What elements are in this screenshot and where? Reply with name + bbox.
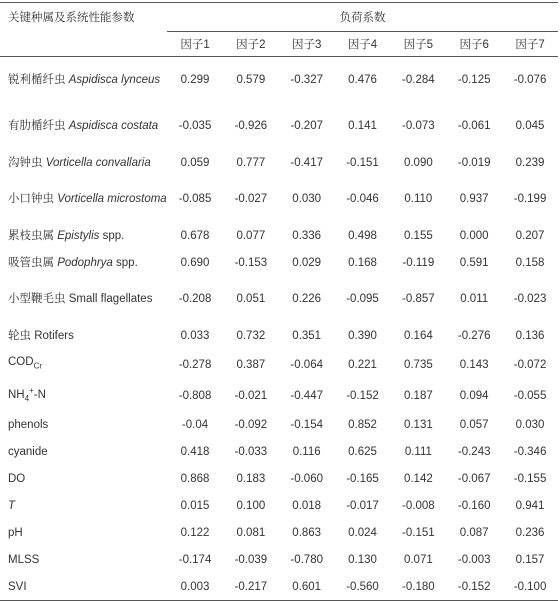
loading-value: -0.125 [457,74,491,86]
loading-value: 0.351 [292,329,322,342]
loading-value: -0.447 [290,389,323,402]
parameter-name [0,249,167,276]
parameter-subscript: Cr [33,361,43,371]
loading-value: -0.180 [390,573,446,601]
loading-value: -0.019 [457,156,491,169]
loading-value: -0.199 [513,193,547,205]
table-row [0,349,558,380]
parameter-suffix: -N [33,389,46,402]
loading-value: 0.024 [348,526,377,539]
parameter-label: T [8,499,16,512]
loading-value: 0.678 [180,229,210,242]
species-chinese-name: 有肋楯纤虫 [8,120,66,132]
parameter-name [0,380,167,411]
parameter-label: NH [8,389,25,402]
loading-value: 0.030 [292,193,322,205]
loading-value: 0.591 [459,256,489,269]
loading-value: -0.119 [402,256,435,269]
loading-value: 0.136 [515,329,545,342]
table-row [0,411,558,438]
parameter-label: pH [8,526,23,539]
species-scientific-name: Aspidisca lynceus [68,74,161,86]
loading-value: -0.021 [234,389,268,402]
loading-value: -0.046 [346,193,379,205]
table-row [0,57,558,104]
loading-value: -0.160 [457,499,491,512]
loading-value: 0.143 [459,358,489,371]
loading-value: -0.208 [178,293,212,305]
loading-value: -0.174 [178,553,212,566]
species-chinese-name: 锐利楯纤虫 [8,74,66,86]
loading-value: 0.852 [348,418,377,431]
loading-value: -0.780 [290,553,323,566]
species-english-name: Rotifers [34,329,74,342]
parameter-name [0,276,167,322]
parameter-label: COD [8,356,34,369]
loading-value: 0.863 [292,526,322,539]
loading-value: 0.045 [515,120,545,132]
parameter-label: DO [8,472,26,485]
table-row [0,519,558,546]
table-title: 关键种属及系统性能参数 [0,3,167,57]
parameter-name [0,465,167,492]
factor-header: 因子3 [279,32,335,57]
loading-value: -0.417 [290,156,323,169]
loading-value: -0.100 [502,573,558,601]
table-row [0,249,558,276]
loading-value: -0.153 [234,256,268,269]
loading-value: 0.142 [403,472,433,485]
loading-value: 0.498 [348,229,377,242]
parameter-name [0,322,167,349]
loading-value: 0.051 [236,293,266,305]
parameter-label: cyanide [8,445,48,458]
species-suffix: spp. [116,256,138,269]
loading-value: 0.207 [515,229,545,242]
loading-value: -0.067 [457,472,491,485]
loading-value: 0.187 [403,389,433,402]
loading-value: 0.100 [236,499,266,512]
loading-value: 0.131 [403,418,433,431]
loading-value: -0.276 [457,329,491,342]
loading-value: -0.155 [513,472,547,485]
loading-value: 0.168 [348,256,377,269]
loading-value: 0.029 [292,256,322,269]
loading-value: 0.579 [236,74,266,86]
species-english-name: Small flagellates [68,293,153,305]
table-row [0,465,558,492]
loading-value: 0.625 [348,445,377,458]
loading-value: 0.130 [348,553,377,566]
loading-value: 0.087 [459,526,489,539]
factor-header: 因子7 [502,32,558,57]
loading-value: -0.217 [223,573,279,601]
species-scientific-name: Epistylis [57,229,100,242]
parameter-name [0,349,167,380]
loading-value: 0.336 [292,229,322,242]
species-scientific-name: Podophrya [57,256,113,269]
species-suffix: spp. [102,229,125,242]
loading-value: 0.000 [459,229,489,242]
table-row [0,103,558,149]
loading-value: -0.327 [290,74,323,86]
loading-value: 0.155 [403,229,433,242]
loading-value: 0.777 [236,156,266,169]
loading-value: -0.003 [457,553,491,566]
species-chinese-name: 小型鞭毛虫 [8,293,66,305]
loading-value: 0.071 [403,553,433,566]
factor-header: 因子5 [390,32,446,57]
loading-value: -0.072 [513,358,547,371]
loading-value: -0.857 [402,293,435,305]
parameter-name [0,573,167,601]
loading-value: -0.278 [178,358,212,371]
parameter-name [0,103,167,149]
loading-value: 0.116 [292,445,321,458]
loading-value: 0.183 [236,472,266,485]
table-row [0,176,558,222]
species-scientific-name: Vorticella microstoma [57,193,167,205]
loading-value: 0.236 [515,526,545,539]
loading-value: 0.239 [515,156,545,169]
parameter-name [0,149,167,176]
factor-header: 因子2 [223,32,279,57]
species-chinese-name: 沟钟虫 [8,156,43,169]
loading-value: 0.226 [292,293,322,305]
table-row [0,149,558,176]
loading-value: -0.151 [346,156,379,169]
species-scientific-name: Vorticella convallaria [45,156,151,169]
loading-value: -0.008 [402,499,435,512]
table-row [0,546,558,573]
loading-value: 0.937 [459,193,489,205]
parameter-label: MLSS [8,553,40,566]
parameter-name [0,519,167,546]
table-row [0,438,558,465]
species-scientific-name: Aspidisca costata [68,120,159,132]
loading-value: 0.735 [403,358,433,371]
loading-value: 0.418 [180,445,210,458]
loading-value: -0.560 [335,573,391,601]
loading-value: -0.926 [234,120,268,132]
loading-value: -0.023 [513,293,547,305]
loading-value: 0.158 [515,256,545,269]
loading-value: -0.04 [181,418,209,431]
loading-value: -0.808 [178,389,212,402]
parameter-name [0,57,167,104]
loading-value: -0.073 [402,120,435,132]
loading-value: -0.095 [346,293,379,305]
loading-value: 0.015 [180,499,210,512]
loading-value: 0.090 [403,156,433,169]
loading-value: 0.011 [460,293,489,305]
loading-value: -0.027 [234,193,268,205]
loading-value: 0.077 [236,229,266,242]
loading-value: -0.076 [513,74,547,86]
loading-value: -0.033 [234,445,268,458]
loading-value: 0.221 [348,358,377,371]
table-row [0,492,558,519]
loading-value: 0.033 [180,329,210,342]
parameter-label: SVI [8,580,27,593]
loading-value: 0.110 [404,193,433,205]
loading-value: -0.035 [178,120,212,132]
loading-value: -0.092 [234,418,268,431]
loading-value: 0.122 [180,526,210,539]
loading-value: 0.094 [459,389,489,402]
table-row [0,573,558,601]
table-row [0,222,558,249]
loading-value: -0.085 [178,193,212,205]
loading-value: 0.868 [180,472,210,485]
loading-value: -0.346 [513,445,547,458]
parameter-name [0,438,167,465]
loading-value: -0.152 [346,389,379,402]
table-row [0,276,558,322]
loading-coefficient-table [0,2,558,601]
loading-value: -0.055 [513,389,547,402]
loading-value: -0.243 [457,445,491,458]
loading-value: -0.064 [290,358,323,371]
table-row [0,322,558,349]
loading-value: 0.164 [403,329,433,342]
loading-value: -0.061 [457,120,491,132]
parameter-name [0,411,167,438]
loading-value: 0.111 [404,445,432,458]
loading-coefficient-header: 负荷系数 [167,3,558,32]
factor-header: 因子6 [446,32,502,57]
loading-value: -0.284 [402,74,435,86]
parameter-superscript: + [29,386,34,396]
loading-value: 0.690 [180,256,210,269]
species-chinese-name: 小口钟虫 [8,193,54,205]
loading-value: -0.151 [402,526,435,539]
table-row [0,380,558,411]
loading-value: 0.141 [348,120,377,132]
parameter-label: phenols [8,418,49,431]
loading-value: 0.601 [279,573,335,601]
loading-value: 0.059 [180,156,210,169]
loading-value: -0.154 [290,418,323,431]
loading-value: 0.299 [180,74,210,86]
parameter-name [0,492,167,519]
loading-value: 0.157 [515,553,545,566]
species-chinese-name: 累枝虫属 [8,229,54,242]
loading-value: 0.387 [236,358,266,371]
loading-value: -0.060 [290,472,323,485]
loading-value: -0.039 [234,553,268,566]
parameter-subscript: 4 [24,394,30,404]
species-chinese-name: 吸管虫属 [8,256,54,269]
loading-value: 0.081 [236,526,266,539]
loading-value: 0.057 [459,418,489,431]
loading-value: -0.207 [290,120,323,132]
loading-value: 0.941 [515,499,545,512]
loading-value: -0.017 [346,499,379,512]
loading-value: 0.003 [167,573,223,601]
factor-header: 因子1 [167,32,223,57]
loading-value: -0.165 [346,472,379,485]
parameter-name [0,546,167,573]
loading-value: 0.732 [236,329,266,342]
factor-header: 因子4 [335,32,391,57]
species-chinese-name: 轮虫 [8,329,31,342]
parameter-name [0,222,167,249]
loading-value: 0.030 [515,418,545,431]
loading-value: 0.476 [348,74,377,86]
parameter-name [0,176,167,222]
loading-value: 0.390 [348,329,377,342]
loading-value: -0.152 [446,573,502,601]
loading-value: 0.018 [292,499,322,512]
